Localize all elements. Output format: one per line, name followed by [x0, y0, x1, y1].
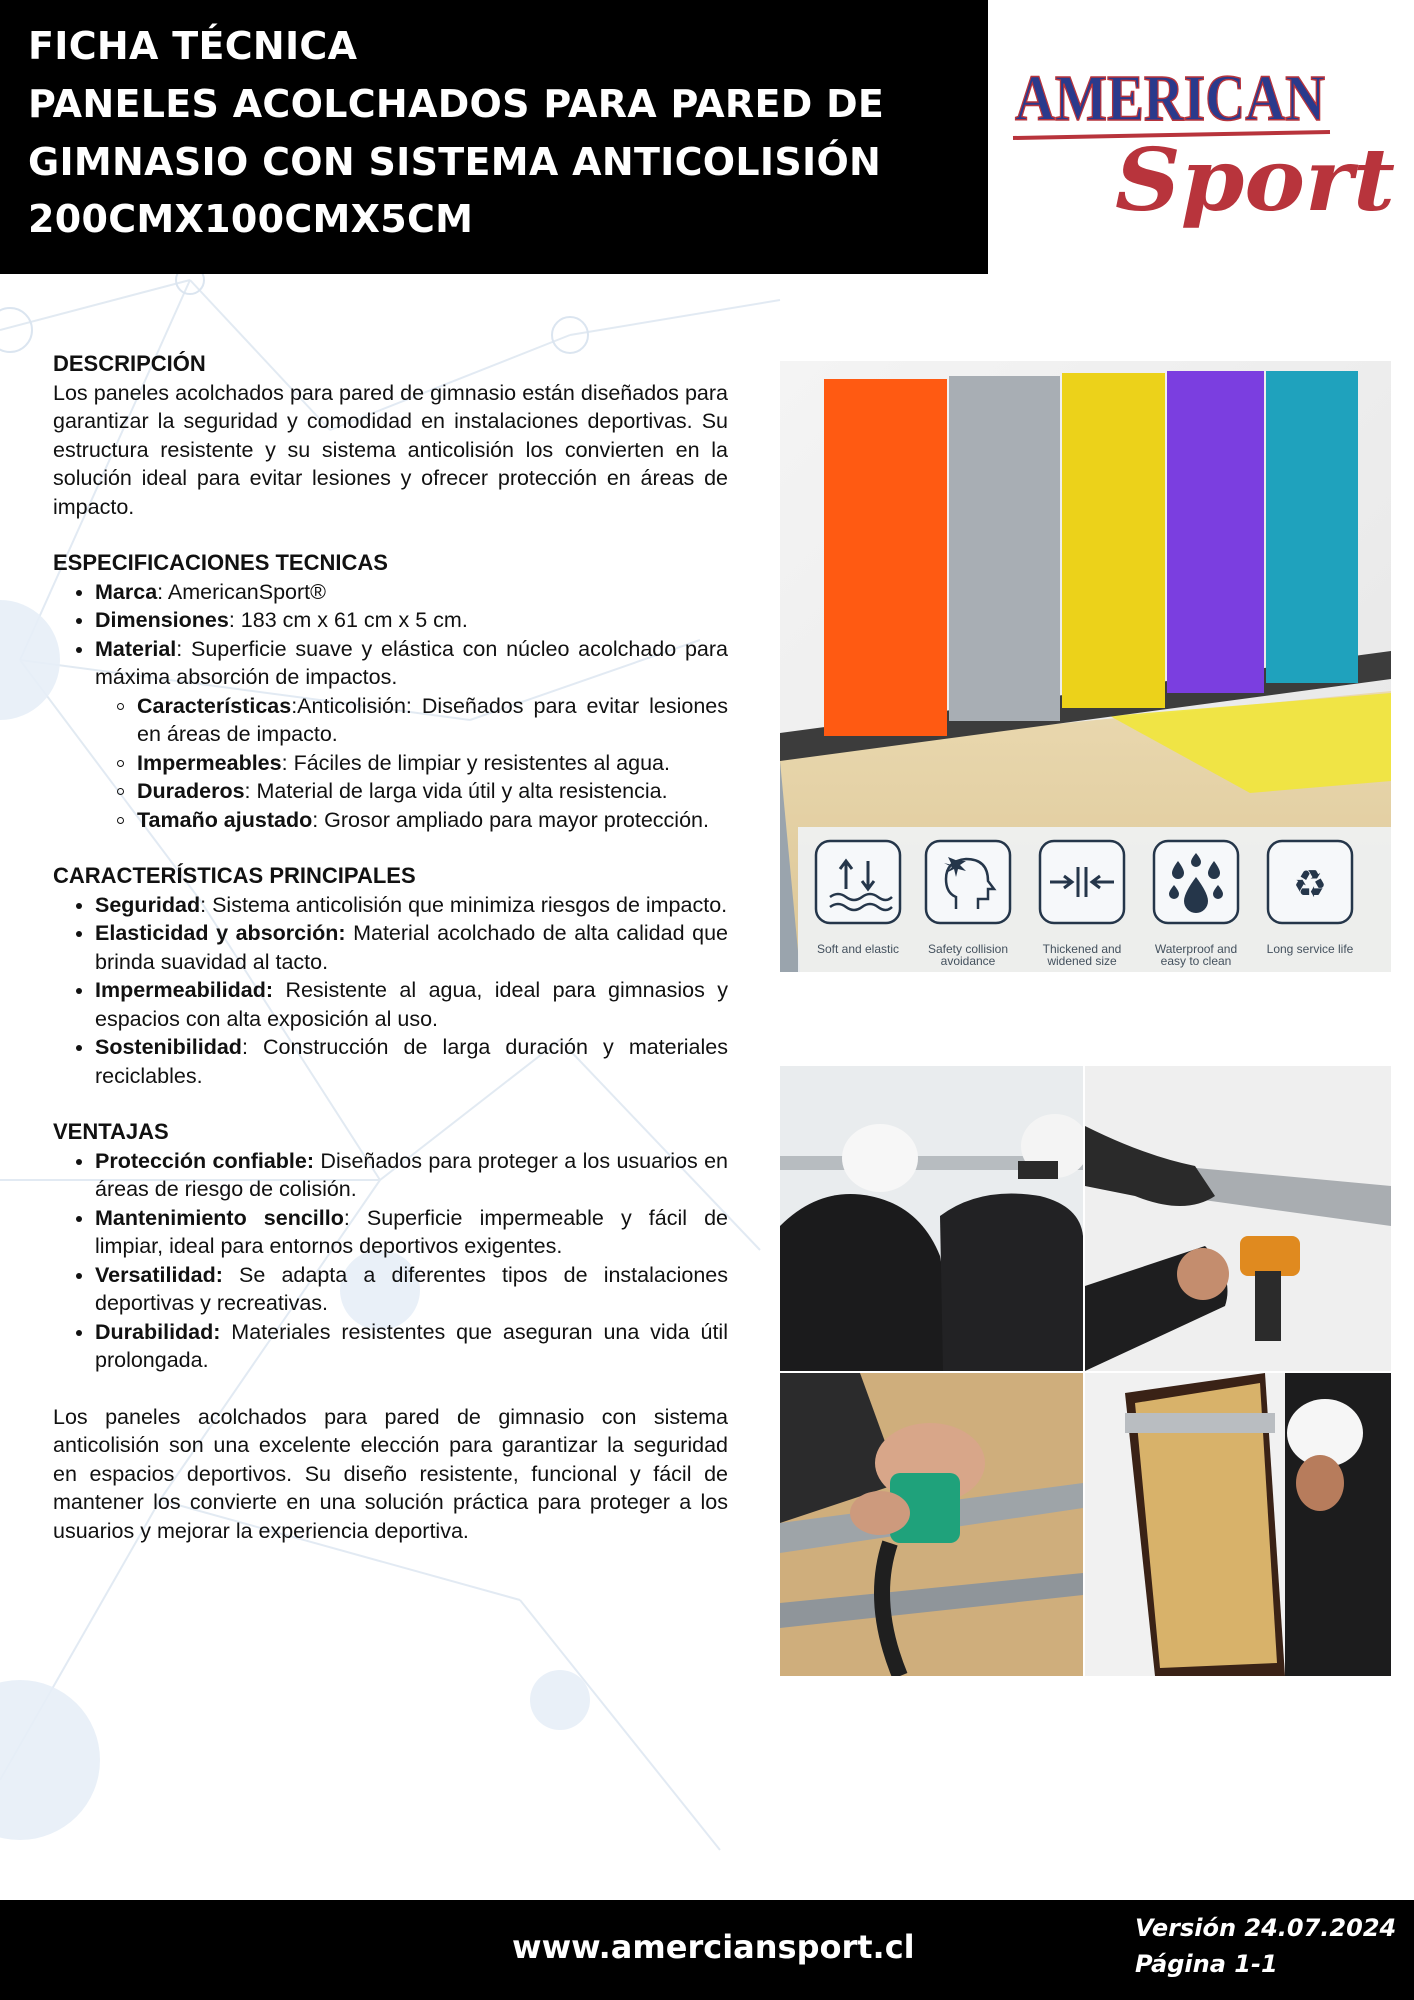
logo-word-american: AMERICAN	[1015, 62, 1325, 135]
item-label: Seguridad	[95, 892, 201, 917]
material-sublist	[95, 692, 728, 835]
caracteristicas-title: CARACTERÍSTICAS PRINCIPALES	[53, 863, 416, 888]
panel-gray	[949, 376, 1060, 721]
install-photo-3	[780, 1373, 1083, 1676]
item-label: Durabilidad:	[95, 1319, 221, 1344]
install-photo-1	[780, 1066, 1083, 1371]
feature-label: Safety collision	[927, 942, 1009, 956]
feature-label: Long service life	[1266, 942, 1354, 956]
item-text: Sistema anticolisión que minimiza riesgos de impacto.	[212, 892, 728, 917]
item-label: Características	[137, 693, 292, 718]
item-text: Material acolchado de alta calidad que brinda suavidad al tacto.	[95, 921, 728, 974]
feature-icons-strip	[816, 841, 1354, 968]
item-text: 183 cm x 61 cm x 5 cm.	[240, 608, 468, 632]
document-title-line-2: PANELES ACOLCHADOS PARA PARED DE	[28, 82, 885, 126]
sublist-item: Tamaño ajustado: Grosor ampliado para mayor protección.	[95, 806, 728, 835]
install-photo-4	[1085, 1373, 1391, 1676]
descripcion-text: Los paneles acolchados para pared de gimnasio están diseñados para garantizar la seguridad y comodidad en instalaciones deportivas. Su estructura resistente y su sistema anticolisión los convierten en la solución ideal para evitar lesiones y ofrecer protección en áreas de impacto.	[53, 380, 728, 519]
logo-graphic	[1005, 60, 1405, 250]
item-text: Material de larga vida útil y alta resistencia.	[256, 779, 668, 803]
head-impact-icon	[926, 841, 1010, 968]
item-text: Construcción de larga duración y materiales reciclables.	[95, 1035, 728, 1088]
list-item	[53, 1147, 728, 1204]
item-text: Materiales resistentes que aseguran una vida útil prolongada.	[95, 1319, 728, 1372]
conclusion-text: Los paneles acolchados para pared de gimnasio con sistema anticolisión son una excelente elección para garantizar la seguridad en espacios deportivos. Su diseño resistente, funcional y fácil de mantener los convierte en una solución práctica para proteger a los usuarios y mejorar la experiencia deportiva.	[53, 1404, 728, 1543]
thickness-arrows-icon	[1040, 841, 1124, 968]
caracteristicas-list	[53, 891, 728, 1091]
feature-label: avoidance	[940, 954, 996, 968]
list-item: Material: Superficie suave y elástica con núcleo acolchado para máxima absorción de impactos. Características:Anticolisión: Diseñados para evitar lesiones en áreas de impacto. Impermeables: Fáciles de limpiar y resistentes al agua. Duraderos: Material de larga vida útil y alta resistencia. Tamaño ajustado: Grosor ampliado para mayor protección.	[53, 635, 728, 835]
page-number-label: Página 1-1	[1135, 1950, 1278, 1978]
list-item: Sostenibilidad: Construcción de larga duración y materiales reciclables.	[53, 1033, 728, 1090]
list-item: Mantenimiento sencillo: Superficie impermeable y fácil de limpiar, ideal para entornos deportivos exigentes.	[53, 1204, 728, 1261]
version-label: Versión 24.07.2024	[1135, 1914, 1397, 1942]
footer-banner	[0, 1900, 1414, 2000]
panel-yellow	[1062, 373, 1165, 708]
feature-label: easy to clean	[1160, 954, 1232, 968]
list-item: Marca: AmericanSport®	[53, 578, 728, 607]
panel-purple	[1167, 371, 1264, 693]
item-text: Superficie suave y elástica con núcleo acolchado para máxima absorción de impactos.	[95, 636, 728, 689]
item-label: Elasticidad y absorción:	[95, 921, 346, 945]
document-title-line-4: 200CMX100CMX5CM	[28, 197, 474, 241]
item-text: Fáciles de limpiar y resistentes al agua.	[293, 750, 670, 775]
descripcion-title: DESCRIPCIÓN	[53, 351, 206, 376]
water-drops-icon	[1154, 841, 1238, 968]
list-item	[53, 1318, 728, 1375]
wall-panels-illustration	[780, 361, 1391, 972]
list-item	[53, 919, 728, 976]
item-label: Marca	[95, 579, 158, 604]
main-text-column	[53, 350, 728, 1545]
sublist-item: Características:Anticolisión: Diseñados para evitar lesiones en áreas de impacto.	[95, 692, 728, 749]
document-title-line-1: FICHA TÉCNICA	[28, 24, 358, 68]
feature-label: Soft and elastic	[816, 942, 900, 956]
item-text: Grosor ampliado para mayor protección.	[324, 807, 709, 832]
list-item: Seguridad: Sistema anticolisión que minimiza riesgos de impacto.	[53, 891, 728, 920]
ventajas-title: VENTAJAS	[53, 1119, 169, 1144]
panel-teal	[1266, 371, 1358, 683]
install-photo-2	[1085, 1066, 1391, 1371]
sublist-item: Duraderos: Material de larga vida útil y alta resistencia.	[95, 777, 728, 806]
sublist-item: Impermeables: Fáciles de limpiar y resistentes al agua.	[95, 749, 728, 778]
especificaciones-list	[53, 578, 728, 835]
installation-photos-grid	[780, 1066, 1391, 1676]
item-label: Versatilidad:	[95, 1262, 223, 1287]
list-item	[53, 1261, 728, 1318]
item-label: Dimensiones	[95, 608, 229, 632]
item-label: Mantenimiento sencillo	[95, 1205, 344, 1230]
item-label: Tamaño ajustado	[137, 807, 313, 832]
item-label: Impermeabilidad:	[95, 978, 274, 1002]
svg-text:♻: ♻	[1292, 862, 1328, 906]
logo-word-sport: Sport	[1115, 130, 1395, 231]
item-text: Resistente al agua, ideal para gimnasios y espacios con alta exposición al uso.	[95, 978, 728, 1031]
feature-label: Waterproof and	[1154, 942, 1238, 956]
item-text: Se adapta a diferentes tipos de instalaciones deportivas y recreativas.	[95, 1262, 728, 1315]
panel-orange	[824, 379, 947, 736]
item-label: Protección confiable:	[95, 1148, 315, 1173]
item-text: AmericanSport®	[167, 579, 326, 604]
item-label: Impermeables	[137, 750, 282, 775]
document-title-line-3: GIMNASIO CON SISTEMA ANTICOLISIÓN	[28, 140, 882, 184]
ventajas-list	[53, 1147, 728, 1375]
item-text: Anticolisión: Diseñados para evitar lesiones en áreas de impacto.	[137, 693, 728, 746]
website-url[interactable]: www.amerciansport.cl	[512, 1928, 915, 1966]
product-photo-wall-panels	[780, 361, 1391, 972]
item-text: Diseñados para proteger a los usuarios en áreas de riesgo de colisión.	[95, 1148, 728, 1201]
list-item	[53, 976, 728, 1033]
item-label: Duraderos	[137, 779, 245, 803]
feature-label: widened size	[1047, 954, 1117, 968]
especificaciones-title: ESPECIFICACIONES TECNICAS	[53, 550, 388, 575]
item-label: Sostenibilidad	[95, 1035, 242, 1059]
header-banner	[0, 0, 988, 274]
american-sport-logo	[1005, 60, 1405, 250]
item-text: Superficie impermeable y fácil de limpiar, ideal para entornos deportivos exigentes.	[95, 1205, 728, 1258]
item-label: Material	[95, 636, 177, 661]
list-item: Dimensiones: 183 cm x 61 cm x 5 cm.	[53, 606, 728, 635]
feature-label: Thickened and	[1042, 942, 1122, 956]
